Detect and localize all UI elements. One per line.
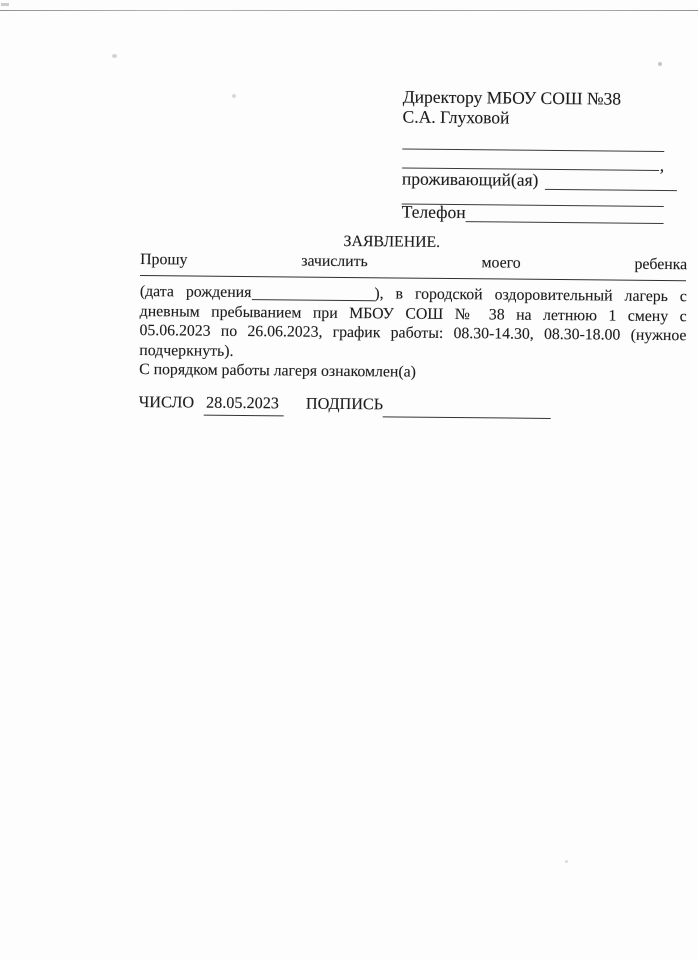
birthdate-blank xyxy=(251,284,374,301)
date-label: ЧИСЛО xyxy=(138,392,195,412)
birthdate-prefix: (дата рождения xyxy=(139,282,252,302)
body-line: подчеркнуть). xyxy=(139,341,234,360)
signature-label: ПОДПИСЬ xyxy=(305,394,384,413)
comma: , xyxy=(659,154,665,176)
body-line: дневным пребыванием при МБОУ СОШ № 38 на летнюю 1 смену с xyxy=(139,302,687,325)
phone-row xyxy=(401,201,664,225)
application-body xyxy=(139,230,688,420)
recipient-line-1: Директору МБОУ СОШ №38 xyxy=(402,86,622,109)
name-blank-line-2 xyxy=(402,150,665,176)
residing-label: проживающий(ая) xyxy=(401,168,539,190)
acknowledgement-line: С порядком работы лагеря ознакомлен(а) xyxy=(139,360,417,381)
body-line: 05.06.2023 по 26.06.2023, график работы: 08.30-14.30, 08.30-18.00 (нужное xyxy=(139,321,687,345)
request-line: Прошу зачислить моего ребенка xyxy=(140,250,688,273)
phone-label: Телефон xyxy=(401,201,466,223)
birthdate-suffix: ), в городской оздоровительный лагерь с xyxy=(374,285,687,306)
signature-blank xyxy=(383,401,551,419)
date-signature-row xyxy=(139,392,686,420)
phone-blank-underline xyxy=(466,221,664,224)
recipient-block xyxy=(402,87,665,225)
document-title: ЗАЯВЛЕНИЕ. xyxy=(343,232,441,251)
date-value: 28.05.2023 xyxy=(204,393,284,416)
name-blank-line xyxy=(402,135,664,153)
recipient-line-2: С.А. Глуховой xyxy=(402,106,510,128)
residing-row xyxy=(402,169,664,192)
